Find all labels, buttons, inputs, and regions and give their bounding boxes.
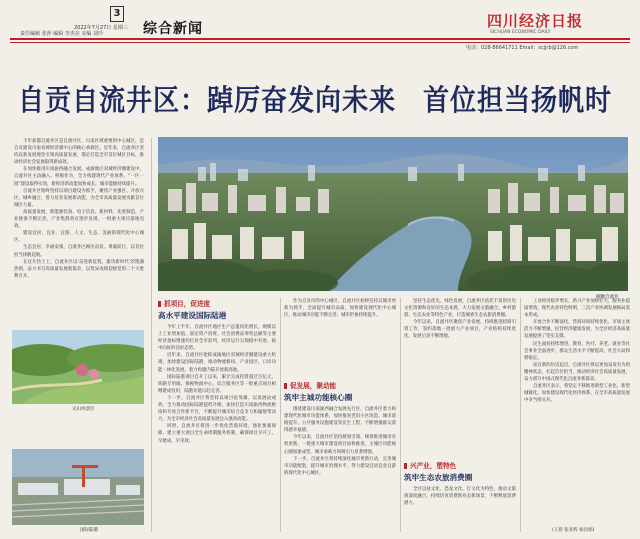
photo2-illustration [12, 449, 144, 525]
section1-paragraph: 近年来，自流井区抢抓成渝地区双城经济圈建设重大机遇，加快建设国际陆港，推动物流枢纽、产业园区、口岸功能一体化发展，着力构建内陆开放新高地。 [158, 353, 276, 373]
section1-paragraph: 国际陆港项目自开工以来，累计完成投资超过百亿元，铁路专用线、保税物流中心、综合服务区等一批重点项目相继建成投用，陆港功能日趋完善。 [158, 374, 276, 394]
section3-paragraph: 全区以盐文化、恐龙文化、灯文化为特色，推动文旅商深度融合，持续培育消费新业态新场景，不断释放消费潜力。 [404, 487, 516, 507]
section4-paragraph: 工业经济稳步增长，新兴产业加快壮大，服务业提质增效，现代农业特色鲜明，三次产业协调发展格局基本形成。 [524, 299, 630, 319]
headline-part2: 首位担当扬帆时 [423, 83, 613, 117]
column-divider [151, 138, 152, 532]
section2-paragraph: 今年以来，自流井区坚持规划引领，统筹推进城市有机更新，一批重大城市建设项目加快推进，主城区功能核心圈加速成型，城市承载力和吸引力显著增强。 [284, 435, 396, 455]
section2-paragraph: 围绕建设川南渝西融合发展先行区，自流井区着力构建现代化城市功能体系，加快推进老旧小区改造、城市道路提升、公共服务设施建设等民生工程，不断增强群众获得感幸福感。 [284, 407, 396, 434]
hero-photo-illustration [158, 137, 628, 291]
section-name: 综合新闻 [143, 21, 203, 37]
masthead-subtitle: SICHUAN ECONOMIC DAILY [490, 30, 551, 35]
hero-photo-city-aerial [158, 137, 628, 291]
section3-kicker: 兴产业，塑特色 [404, 460, 472, 470]
section4-paragraph: 民生福祉持续增进，教育、医疗、养老、就业等社会事业全面进步，群众生活水平不断提高，社会大局和谐稳定。 [524, 341, 630, 361]
section4-paragraph: 站在新的历史起点，自流井区将以更加奋发有为的精神状态，扛起首位担当，推动经济社会高质量发展，奋力谱写中国式现代化自流井新篇章。 [524, 362, 630, 383]
section3-intro-column [404, 298, 516, 456]
photo1-caption: 尖山风景区 [72, 407, 95, 412]
section1-title: 高水平建设国际陆港 [158, 311, 227, 320]
photo1-illustration [12, 330, 144, 404]
section3-paragraph: 坚持生态优先、绿色发展，自流井区依托丰富的历史文化资源和良好的生态本底，大力发展文旅融合、乡村旅游、生态农业等特色产业，打造城郊生态农旅消费圈。 [404, 299, 516, 319]
section1-paragraph: 今年上半年，自流井区地区生产总值同比增长，规模以上工业增加值、固定资产投资、社会消费品零售总额等主要经济指标增速均位居全市前列，经济运行呈现稳中有进、稳中向好的良好态势。 [158, 325, 276, 352]
section1-paragraph: 下一步，自流井区将坚持以项目论英雄、以发展论成效，全力推动国际陆港提档升级，加快打造川南渝西物流枢纽和开放合作新平台，不断提升城市综合竞争力和辐射带动力，为全市经济社会高质量发展注入强劲动能。 [158, 395, 276, 423]
page-number: 3 [110, 6, 124, 22]
column-divider [400, 298, 401, 532]
section1-kicker: 抓项目，促进度 [158, 298, 226, 308]
section2-column [284, 406, 396, 534]
section2-heading [284, 380, 352, 403]
intro-paragraph: 建设宜居、宜业、宜游、人文、生态、美丽的现代化中心城区。 [14, 231, 144, 244]
section2-title: 筑牢主城功能核心圈 [284, 393, 353, 402]
issue-date: 2022年7月27日 星期三 [74, 25, 128, 31]
intro-paragraph: 在这片热土上，自流井区以‘奋进新征程、建功新时代’的饱满热情，奋力书写高质量发展新篇章，以优异成绩迎接党的二十大胜利召开。 [14, 259, 144, 279]
section2-kicker: 促发展，聚动能 [284, 380, 352, 390]
section3-title: 筑牢生态农旅消费圈 [404, 473, 473, 482]
header-rule [10, 38, 630, 40]
section2-paragraph: 下一步，自流井区将持续深化城市更新行动，完善城市功能配套，提升城市治理水平，努力建设宜居宜业宜游的现代化中心城区。 [284, 456, 396, 476]
hero-photo-caption: 俯瞰自流井 [596, 295, 619, 300]
photo-jianshan-scenic [12, 330, 144, 404]
section4-paragraph: 自流井区表示，将坚定不移推进新型工业化、新型城镇化，加快建设现代化经济体系，在全市高质量发展中争当排头兵。 [524, 384, 630, 404]
byline-credit: (王晨 张亚辉 杨昌娟) [552, 528, 595, 533]
section1-heading [158, 298, 226, 321]
section3-heading [404, 460, 472, 483]
section4-paragraph: 今年以来，自流井区聚焦产业发展，持续推进招商引资工作，签约落地一批重大产业项目，产业结构持续优化，发展后劲不断增强。 [404, 320, 516, 340]
section1-paragraph: 同时，自流井区将进一步优化营商环境，强化要素保障，建立重大项目全生命周期服务机制，确保项目早开工、早建成、早见效。 [158, 424, 276, 444]
intro-paragraph: 千年盐都自流井区是自流井区，川南区域重要的中心城区，是自贡建设川南省域经济副中心的核心承载区。近年来，自流井区坚持以新发展理念引领高质量发展，锚定打造全市首位城区目标，推动经济社会发展取得新成效。 [14, 139, 144, 166]
section3-column [404, 486, 516, 534]
header-rule-thin [10, 42, 630, 43]
masthead-logo: 四川经济日报 [487, 12, 584, 30]
intro-paragraph: 高质量发展，新能源装备、电子信息、新材料、先进制造，产业链条不断完善，产业集群效应逐步显现，一批重大项目落地见效。 [14, 209, 144, 230]
contact-line: 电话：028-86641711 Email：scjjrb@126.com [466, 45, 579, 51]
intro-paragraph: 在加快推进川南渝西融合发展、成渝地区双城经济圈建设中，自流井区主动融入、积极作为，全力构建现代产业体系，“一区一园”建设取得实效，新经济新动能加快成长，城市能级持续提升。 [14, 167, 144, 187]
intro-paragraph: 生态宜居、幸福安康，自流井区踔厉奋发、勇毅前行，以首位担当扬帆起航。 [14, 245, 144, 258]
photo2-caption: 国际陆港 [80, 528, 98, 533]
headline-part1: 自贡自流井区：踔厉奋发向未来 [18, 83, 397, 117]
right-column [524, 298, 630, 524]
page-headline [18, 82, 613, 118]
column-divider [280, 298, 281, 532]
intro-paragraph: 自流井区始终坚持以项目建设为抓手，聚焦产业强区、开放兴区、城乡融合，着力培育发展新动能，为全市高质量发展贡献首位城区力量。 [14, 188, 144, 208]
section2-paragraph: 作为自贡市的中心城区，自流井区始终坚持以城市更新为抓手，全面提升城市品质，加快建设现代化中心城区，推动城市功能不断完善、城市形象持续提升。 [284, 299, 396, 319]
column-divider [520, 298, 521, 532]
section4-paragraph: 开放合作不断深化，营商环境持续优化，市场主体活力不断增强，民营经济健康发展，为全区经济高质量发展提供了坚实支撑。 [524, 320, 630, 340]
intro-column [14, 138, 144, 328]
editors-line: 责任编辑 张萍 编辑 李杰亮 美编 刘玲 [20, 31, 103, 37]
section1-column [158, 324, 276, 534]
section2-intro-column [284, 298, 396, 376]
photo-international-port [12, 449, 144, 525]
